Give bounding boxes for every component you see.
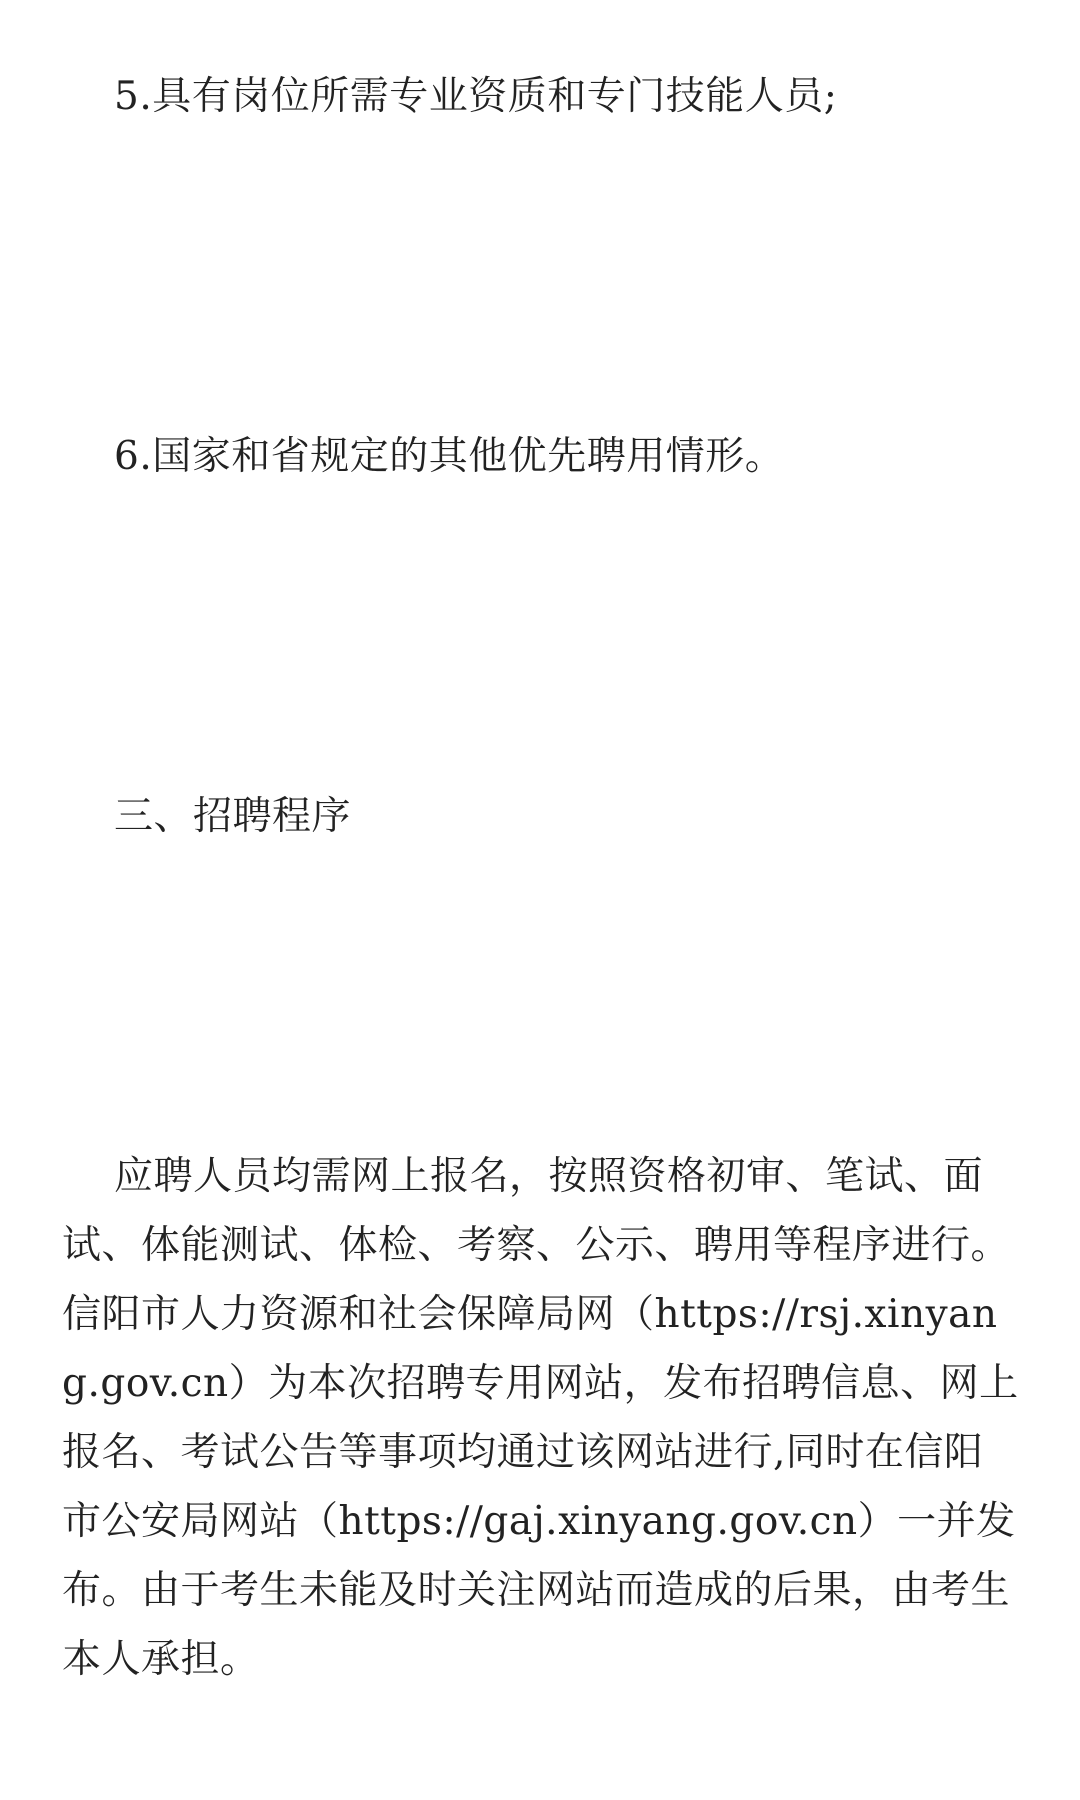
paragraph-item-6: 6.国家和省规定的其他优先聘用情形。 [114, 434, 785, 479]
paragraph-item-5: 5.具有岗位所需专业资质和专门技能人员; [114, 74, 838, 119]
section-heading-recruitment-procedure: 三、招聘程序 [114, 794, 352, 839]
paragraph-recruitment-procedure: 应聘人员均需网上报名，按照资格初审、笔试、面试、体能测试、体检、考察、公示、聘用等程序进行。信阳市人力资源和社会保障局网（https://rsj.xinyang.gov.cn）为本次招聘专用网站，发布招聘信息、网上报名、考试公告等事项均通过该网站进行,同时在信阳市公安局网站（https://gaj.xinyang.gov.cn）一并发布。由于考生未能及时关注网站而造成的后果，由考生本人承担。 [62, 1154, 1019, 1682]
